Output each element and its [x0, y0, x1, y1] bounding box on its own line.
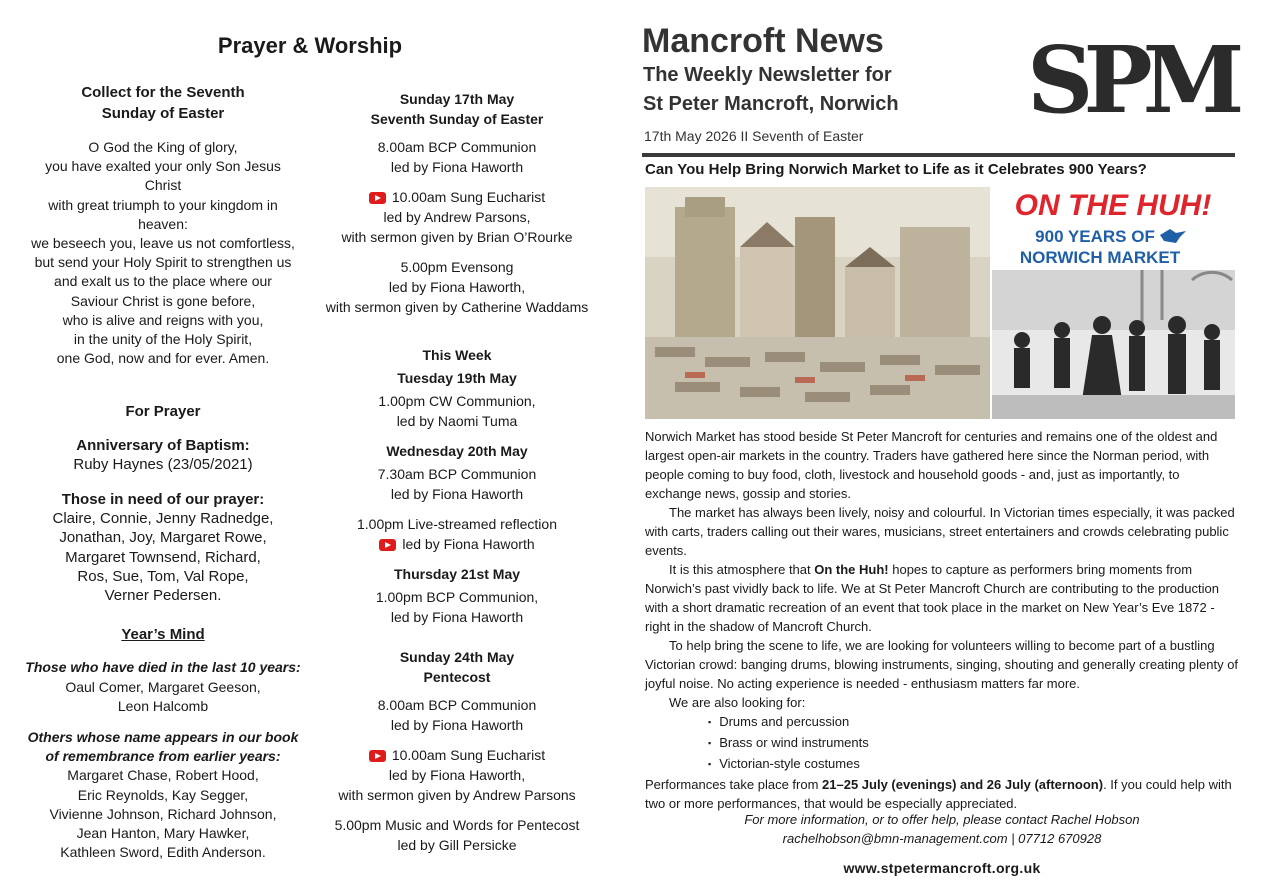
- sunday2-service2: [312, 745, 602, 805]
- list-item: ▪ Drums and percussion: [722, 712, 1239, 733]
- collect-line: who is alive and reigns with you,: [62, 311, 264, 328]
- years-mind-title: Year’s Mind: [121, 626, 205, 644]
- sunday1-name: Seventh Sunday of Easter: [370, 111, 544, 127]
- paragraph-text: Performances take place from: [645, 777, 823, 792]
- collect-line: Christ: [144, 177, 182, 194]
- tuesday-date: Tuesday 19th May: [397, 370, 517, 386]
- for-prayer-title: For Prayer: [125, 403, 201, 421]
- service-leader: led by Fiona Haworth,: [388, 767, 526, 783]
- remembrance-name-line: Vivienne Johnson, Richard Johnson,: [49, 805, 277, 822]
- collect-line: but send your Holy Spirit to strengthen us: [34, 254, 292, 271]
- thursday-date: Thursday 21st May: [393, 566, 521, 582]
- collect-line: you have exalted your only Son Jesus: [45, 158, 281, 175]
- service-leader: led by Fiona Haworth: [390, 609, 524, 625]
- this-week-title: This Week: [422, 347, 492, 363]
- service-leader: led by Andrew Parsons,: [383, 209, 531, 225]
- article-paragraph: We are also looking for:: [669, 695, 806, 710]
- service-leader: led by Fiona Haworth,: [388, 279, 526, 295]
- newsletter-subtitle-church: St Peter Mancroft, Norwich: [643, 93, 899, 115]
- collect-title-line2: Sunday of Easter: [101, 105, 225, 122]
- service-time: 8.00am BCP Communion: [377, 139, 537, 155]
- contact-line: For more information, or to offer help, please contact Rachel Hobson: [744, 812, 1140, 827]
- service-time: 7.30am BCP Communion: [377, 466, 537, 482]
- on-the-huh-text: ON THE HUH!: [1014, 189, 1212, 222]
- article-paragraph: [645, 560, 1239, 636]
- baptism-name: Ruby Haynes (23/05/2021): [73, 455, 253, 473]
- header-rule: [642, 153, 1235, 157]
- prayer-name-line: Ros, Sue, Tom, Val Rope,: [77, 567, 249, 585]
- paragraph-text: . If you could help with two or more performances, that would be especially appreciated.: [645, 777, 1232, 811]
- sunday2-service3: [312, 815, 602, 855]
- remembrance-list: [18, 766, 308, 862]
- wednesday-service2: [312, 514, 602, 554]
- sunday2-name: Pentecost: [423, 669, 491, 685]
- collect-line: we beseech you, leave us not comfortless,: [31, 235, 295, 252]
- tuesday-service1: [312, 391, 602, 431]
- service-leader: led by Fiona Haworth: [390, 486, 524, 502]
- service-leader: led by Gill Persicke: [397, 837, 517, 853]
- collect-line: heaven:: [138, 215, 188, 232]
- remembrance-title-line2: of remembrance from earlier years:: [45, 748, 281, 765]
- prayer-column: [18, 82, 308, 863]
- service-preacher: with sermon given by Andrew Parsons: [338, 787, 576, 803]
- list-item: ▪ Brass or wind instruments: [722, 733, 1239, 754]
- youtube-icon[interactable]: [369, 750, 386, 762]
- remembrance-name-line: Oaul Comer, Margaret Geeson,: [65, 678, 261, 695]
- service-leader: led by Fiona Haworth: [402, 536, 535, 552]
- sunday1-date: Sunday 17th May: [399, 91, 515, 107]
- thursday-service1: [312, 587, 602, 627]
- service-time: 1.00pm Live-streamed reflection: [357, 516, 557, 532]
- on-the-huh-graphic: [992, 187, 1235, 269]
- article-body: [645, 427, 1239, 813]
- remembrance-name-line: Margaret Chase, Robert Hood,: [67, 767, 259, 784]
- service-time: 8.00am BCP Communion: [377, 697, 537, 713]
- recent-deaths-list: [18, 678, 308, 716]
- remembrance-name-line: Eric Reynolds, Kay Segger,: [77, 786, 249, 803]
- baptism-title: Anniversary of Baptism:: [76, 436, 250, 454]
- collect-line: Saviour Christ is gone before,: [70, 292, 256, 309]
- need-title: Those in need of our prayer:: [61, 491, 265, 509]
- remembrance-name-line: Kathleen Sword, Edith Anderson.: [60, 844, 266, 861]
- wednesday-date: Wednesday 20th May: [386, 443, 528, 459]
- article-paragraph: Norwich Market has stood beside St Peter Mancroft for centuries and remains one of the oldest and largest open-air markets in the country. Traders have gathered here since the Norman period, with people coming to buy food, cloth, livestock and household goods - and, just as importantly, to exchange news, gossip and stories.: [645, 429, 1218, 501]
- service-time: 1.00pm CW Communion,: [378, 393, 536, 409]
- service-preacher: with sermon given by Catherine Waddams: [325, 299, 589, 315]
- wednesday-service1: [312, 464, 602, 504]
- article-paragraph: To help bring the scene to life, we are looking for volunteers willing to become part of a bustling Victorian crowd: banging drums, blowing instruments, singing, shouting and generally creating plenty of joyful noise. No acting experience is needed - enthusiasm matters far more.: [645, 638, 1239, 691]
- service-time: 5.00pm Evensong: [400, 259, 514, 275]
- service-time: 5.00pm Music and Words for Pentecost: [334, 817, 580, 833]
- remembrance-title-line1: Others whose name appears in our book: [27, 729, 299, 746]
- canary-icon: [1160, 229, 1186, 243]
- prayer-name-line: Margaret Townsend, Richard,: [65, 548, 261, 566]
- collect-text: [18, 138, 308, 368]
- prayer-name-line: Claire, Connie, Jenny Radnedge,: [52, 510, 274, 528]
- production-name: On the Huh!: [814, 562, 889, 577]
- service-leader: led by Fiona Haworth: [390, 159, 524, 175]
- prayer-name-line: Verner Pedersen.: [104, 587, 222, 605]
- sunday2-service1: [312, 695, 602, 735]
- norwich-market-text: NORWICH MARKET: [1019, 248, 1181, 267]
- recent-deaths-title: Those who have died in the last 10 years:: [25, 659, 301, 676]
- article-paragraph: [645, 775, 1239, 813]
- list-item: ▪ Victorian-style costumes: [722, 754, 1239, 775]
- prayer-name-line: Jonathan, Joy, Margaret Rowe,: [59, 529, 267, 547]
- service-preacher: with sermon given by Brian O’Rourke: [341, 229, 573, 245]
- website-link[interactable]: www.stpetermancroft.org.uk: [843, 860, 1041, 876]
- article-paragraph: The market has always been lively, noisy and colourful. In Victorian times especially, it was packed with carts, traders calling out their wares, musicians, street entertainers and crowds celebrating public events.: [645, 505, 1235, 558]
- contact-info: [645, 810, 1239, 848]
- sunday2-date: Sunday 24th May: [399, 649, 515, 665]
- service-leader: led by Naomi Tuma: [396, 413, 518, 429]
- collect-line: one God, now and for ever. Amen.: [56, 350, 270, 367]
- performance-dates: 21–25 July (evenings) and 26 July (afternoon): [822, 777, 1104, 792]
- contact-details[interactable]: rachelhobson@bmn-management.com | 07712 670928: [782, 831, 1102, 846]
- service-time: 10.00am Sung Eucharist: [391, 747, 546, 763]
- youtube-icon[interactable]: [369, 192, 386, 204]
- remembrance-name-line: Jean Hanton, Mary Hawker,: [76, 825, 250, 842]
- article-title: Can You Help Bring Norwich Market to Life as it Celebrates 900 Years?: [645, 161, 1147, 178]
- years-text: 900 YEARS OF: [1035, 227, 1155, 246]
- sunday1-service2: [312, 187, 602, 247]
- paragraph-text: hopes to capture as performers bring moments from Norwich’s past vividly back to life. We at St Peter Mancroft Church are contributing to the production with a short dramatic recreation of an event that took place in the market on New Year’s Eve 1872 - right in the shadow of Mancroft Church.: [645, 562, 1219, 634]
- page-heading: Prayer & Worship: [217, 33, 403, 58]
- paragraph-text: It is this atmosphere that: [669, 562, 815, 577]
- collect-line: in the unity of the Holy Spirit,: [73, 331, 253, 348]
- collect-line: with great triumph to your kingdom in: [48, 196, 278, 213]
- collect-line: O God the King of glory,: [88, 139, 238, 155]
- volunteer-needs-list: [645, 712, 1239, 775]
- newsletter-subtitle: The Weekly Newsletter for: [643, 64, 892, 86]
- service-time: 1.00pm BCP Communion,: [375, 589, 539, 605]
- service-leader: led by Fiona Haworth: [390, 717, 524, 733]
- sunday1-service1: [312, 137, 602, 177]
- victorian-crowd-image: [992, 270, 1235, 419]
- services-column: [312, 89, 602, 855]
- newsletter-title: Mancroft News: [642, 22, 884, 60]
- issue-date: 17th May 2026 II Seventh of Easter: [644, 128, 864, 144]
- collect-title: [18, 82, 308, 124]
- collect-line: and exalt us to the place where our: [54, 273, 272, 290]
- remembrance-name-line: Leon Halcomb: [117, 697, 209, 714]
- spm-logo-text: SPM: [1027, 26, 1235, 134]
- spm-logo-icon: [1025, 26, 1235, 134]
- collect-title-line1: Collect for the Seventh: [81, 84, 245, 101]
- youtube-icon[interactable]: [379, 539, 396, 551]
- service-time: 10.00am Sung Eucharist: [391, 189, 546, 205]
- remembrance-title: [18, 728, 308, 766]
- need-list: [18, 509, 308, 605]
- sunday1-service3: [312, 257, 602, 317]
- market-painting-image: [645, 187, 990, 419]
